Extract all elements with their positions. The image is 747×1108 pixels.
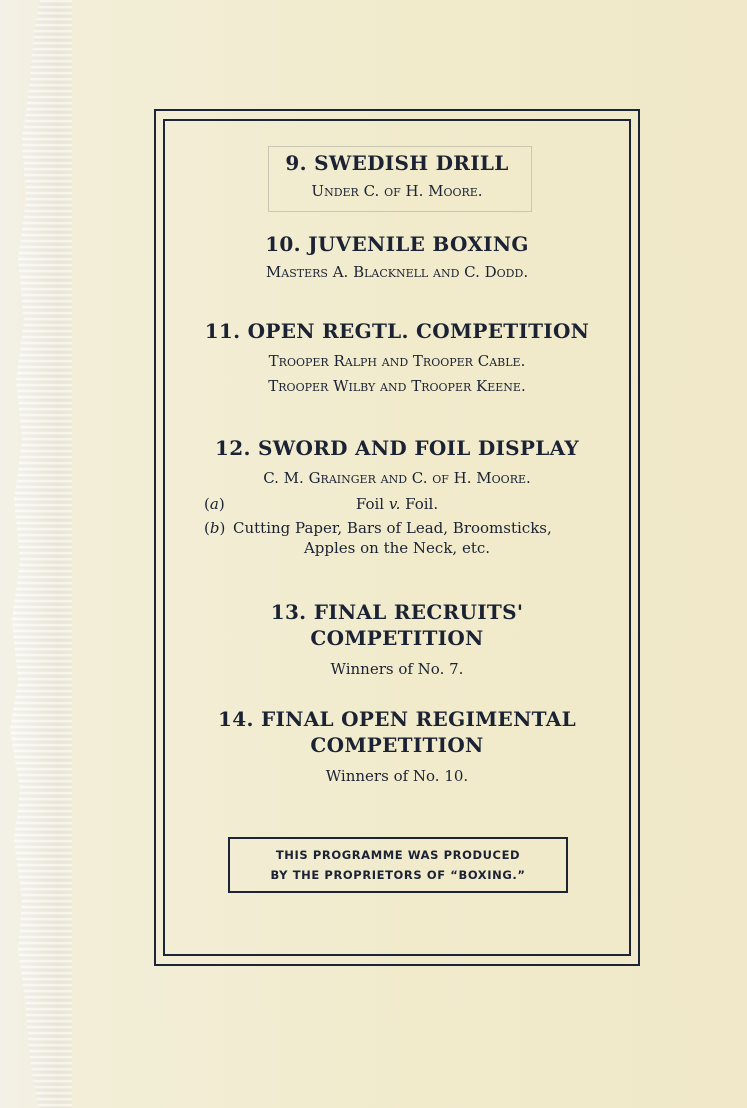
item-heading: 10. JUVENILE BOXING <box>265 232 529 256</box>
sub-item-text: Cutting Paper, Bars of Lead, Broomsticks, <box>233 519 552 537</box>
item-heading-continuation: COMPETITION <box>310 733 484 757</box>
programme-item-14 <box>163 706 631 788</box>
sub-item-marker: (b) <box>204 519 226 537</box>
sub-item-b <box>163 516 631 540</box>
producer-notice-box <box>228 837 568 893</box>
item-heading: 12. SWORD AND FOIL DISPLAY <box>215 436 579 460</box>
item-heading: 14. FINAL OPEN REGIMENTAL <box>218 707 576 731</box>
item-heading-continuation: COMPETITION <box>310 626 484 650</box>
item-heading: 9. SWEDISH DRILL <box>285 151 509 175</box>
programme-content <box>163 119 631 956</box>
notice-line: THIS PROGRAMME WAS PRODUCED <box>275 848 521 862</box>
programme-item-12 <box>163 435 631 560</box>
programme-item-11 <box>163 318 631 398</box>
programme-item-10 <box>163 231 631 284</box>
item-heading: 13. FINAL RECRUITS' <box>270 600 524 624</box>
item-heading: 11. OPEN REGTL. COMPETITION <box>204 319 590 343</box>
programme-item-9 <box>163 150 631 203</box>
notice-line: BY THE PROPRIETORS OF “BOXING.” <box>270 868 526 882</box>
item-participants: C. M. Grainger and C. of H. Moore. <box>263 469 531 487</box>
item-participants: Winners of No. 10. <box>325 767 469 785</box>
sub-item-marker: (a) <box>204 495 225 513</box>
item-participants: Under C. of H. Moore. <box>311 182 483 200</box>
item-participants: Masters A. Blacknell and C. Dodd. <box>265 263 529 281</box>
item-participants: Winners of No. 7. <box>330 660 464 678</box>
item-participants: Trooper Ralph and Trooper Cable. <box>268 352 526 370</box>
sub-item-text: Foil v. Foil. <box>355 495 439 513</box>
programme-item-13 <box>163 599 631 681</box>
sub-item-a <box>163 492 631 516</box>
item-participants: Trooper Wilby and Trooper Keene. <box>268 377 526 395</box>
sub-item-continuation: Apples on the Neck, etc. <box>303 539 491 557</box>
